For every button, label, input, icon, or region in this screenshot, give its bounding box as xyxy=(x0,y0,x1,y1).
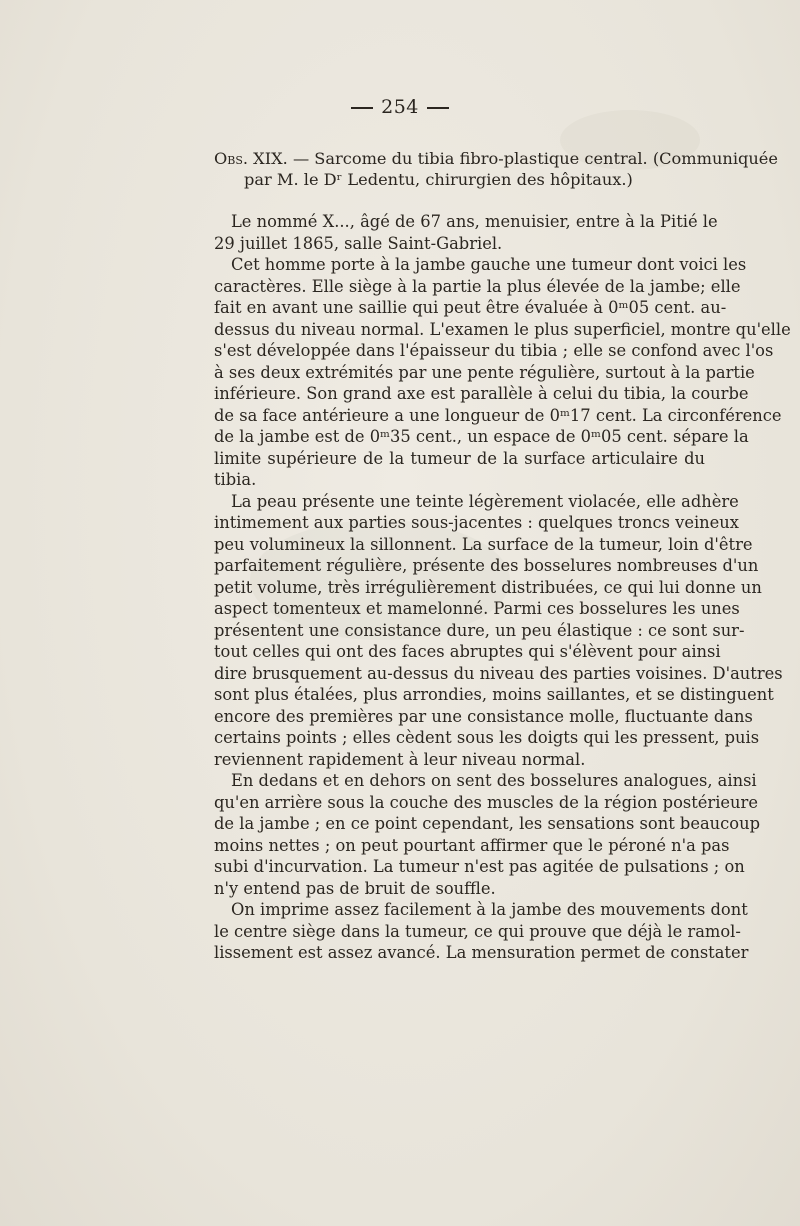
body-text xyxy=(214,211,791,964)
text-line: caractères. Elle siège à la partie la plus élevée de la jambe; elle xyxy=(214,276,741,296)
text-line: encore des premières par une consistance molle, fluctuante dans xyxy=(214,706,753,726)
text-line: présentent une consistance dure, un peu élastique : ce sont sur- xyxy=(214,620,745,640)
observation-label: Obs. XIX. xyxy=(214,149,288,168)
page-number-left-dash xyxy=(351,107,373,109)
text-line: Le nommé X..., âgé de 67 ans, menuisier, entre à la Pitié le xyxy=(231,212,718,231)
text-line: subi d'incurvation. La tumeur n'est pas agitée de pulsations ; on xyxy=(214,857,745,876)
paragraph xyxy=(214,254,791,491)
text-line: limite supérieure de la tumeur de la surface articulaire du xyxy=(214,448,705,468)
text-line: à ses deux extrémités par une pente régulière, surtout à la partie xyxy=(214,362,755,382)
text-line: petit volume, très irrégulièrement distribuées, ce qui lui donne un xyxy=(214,577,762,597)
text-line: En dedans et en dehors on sent des bosselures analogues, ainsi xyxy=(231,771,757,790)
page-number xyxy=(0,96,800,118)
text-line: le centre siège dans la tumeur, ce qui prouve que déjà le ramol- xyxy=(214,921,741,941)
observation-title-line xyxy=(214,148,778,169)
paragraph xyxy=(214,491,783,771)
text-line: de sa face antérieure a une longueur de 0ᵐ17 cent. La circonférence xyxy=(214,405,782,425)
text-line: inférieure. Son grand axe est parallèle à celui du tibia, la courbe xyxy=(214,384,749,403)
observation-byline: par M. le Dʳ Ledentu, chirurgien des hôpitaux.) xyxy=(244,170,633,189)
text-line: peu volumineux la sillonnent. La surface de la tumeur, loin d'être xyxy=(214,534,753,554)
text-line: tibia. xyxy=(214,470,257,489)
page-number-value: 254 xyxy=(381,96,419,118)
text-line: reviennent rapidement à leur niveau normal. xyxy=(214,749,586,769)
text-line: s'est développée dans l'épaisseur du tibia ; elle se confond avec l'os xyxy=(214,341,774,360)
text-line: sont plus étalées, plus arrondies, moins saillantes, et se distinguent xyxy=(214,685,774,704)
text-line: n'y entend pas de bruit de souffle. xyxy=(214,878,496,898)
observation-header xyxy=(214,148,778,190)
text-line: dire brusquement au-dessus du niveau des parties voisines. D'autres xyxy=(214,663,783,683)
text-line: fait en avant une saillie qui peut être évaluée à 0ᵐ05 cent. au- xyxy=(214,298,727,317)
text-line: de la jambe ; en ce point cependant, les sensations sont beaucoup xyxy=(214,814,760,833)
text-line: Cet homme porte à la jambe gauche une tumeur dont voici les xyxy=(231,255,747,274)
text-line: certains points ; elles cèdent sous les doigts qui les pressent, puis xyxy=(214,728,760,747)
page-number-right-dash xyxy=(427,107,449,109)
text-line: qu'en arrière sous la couche des muscles de la région postérieure xyxy=(214,792,758,812)
text-line: intimement aux parties sous-jacentes : quelques troncs veineux xyxy=(214,513,739,532)
paragraph xyxy=(214,770,760,899)
observation-dash: — xyxy=(292,149,310,168)
text-line: La peau présente une teinte légèrement violacée, elle adhère xyxy=(231,491,739,511)
text-line: de la jambe est de 0ᵐ35 cent., un espace de 0ᵐ05 cent. sépare la xyxy=(214,427,749,446)
text-line: On imprime assez facilement à la jambe des mouvements dont xyxy=(231,900,748,919)
text-line: moins nettes ; on peut pourtant affirmer que le péroné n'a pas xyxy=(214,835,730,855)
text-line: lissement est assez avancé. La mensuration permet de constater xyxy=(214,943,749,962)
text-line: tout celles qui ont des faces abruptes qui s'élèvent pour ainsi xyxy=(214,642,721,661)
text-line: 29 juillet 1865, salle Saint-Gabriel. xyxy=(214,233,503,253)
text-line: dessus du niveau normal. L'examen le plus superficiel, montre qu'elle xyxy=(214,319,791,339)
paragraph xyxy=(214,211,718,254)
paragraph xyxy=(214,899,749,964)
text-line: parfaitement régulière, présente des bosselures nombreuses d'un xyxy=(214,556,759,575)
observation-title: Sarcome du tibia fibro-plastique central. (Communiquée xyxy=(314,149,778,168)
text-line: aspect tomenteux et mamelonné. Parmi ces bosselures les unes xyxy=(214,599,740,618)
